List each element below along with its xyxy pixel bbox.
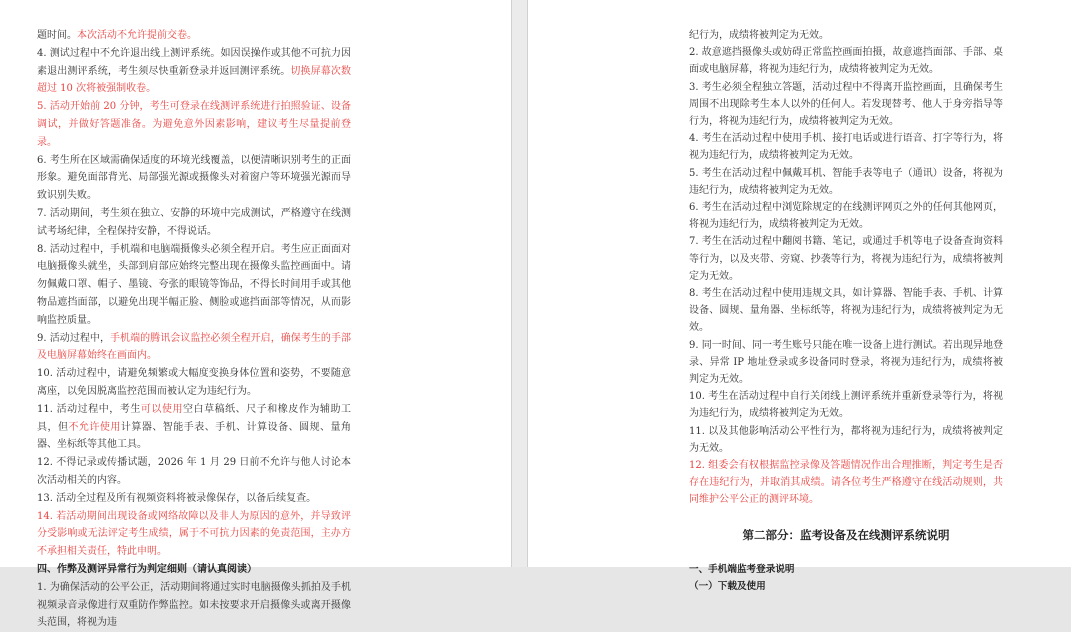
text-segment: 计算器、智能手表、手机、计算设备、圆规、量角器、坐标纸等其他工具。 (37, 421, 352, 451)
text-segment: 纪行为，成绩将被判定为无效。 (689, 30, 829, 41)
text-segment: 13. 活动全过程及所有视频资料将被录像保存，以备后续复查。 (37, 492, 317, 504)
paragraph (37, 508, 351, 561)
text-segment: 空白草稿纸、尺子和橡皮作为辅助工具，但 (37, 403, 352, 433)
section-heading: 四、作弊及测评异常行为判定细则（请认真阅读） (37, 563, 257, 575)
paragraph (689, 44, 1003, 78)
paragraph (37, 152, 351, 205)
paragraph (37, 490, 351, 508)
text-segment: 9. 活动过程中， (37, 332, 111, 344)
text-segment: 1. 为确保活动的公平公正，活动期间将通过实时电脑摄像头抓拍及手机视频录音录像进行双重防作弊监控。如未按要求开启摄像头或离开摄像头范围，将视为违 (37, 581, 351, 629)
right-page-paragraphs (689, 27, 1003, 509)
text-segment: 5. 考生在活动过程中佩戴耳机、智能手表等电子（通讯）设备，将视为违纪行为，成绩将被判定为无效。 (689, 167, 1003, 196)
left-page-body (37, 27, 351, 632)
paragraph (689, 233, 1003, 285)
section-title: 第二部分：监考设备及在线测评系统说明 (742, 527, 950, 542)
text-segment: 9. 同一时间、同一考生账号只能在唯一设备上进行测试。若出现异地登录、异常 IP 地址登录或多设备同时登录，将视为违纪行为，成绩将被判定为无效。 (689, 339, 1003, 386)
right-page-body (689, 27, 1003, 595)
text-segment: 6. 考生所在区域需确保适度的环境光线覆盖，以便清晰识别考生的正面形象。避免面部背光、局部强光源或摄像头对着窗户等环境强光源而导致识别失败。 (37, 154, 351, 202)
text-segment: 2. 故意遮挡摄像头或妨碍正常监控画面拍摄，故意遮挡面部、手部、桌面或电脑屏幕，将视为违纪行为，成绩将被判定为无效。 (689, 47, 1003, 76)
text-segment: 7. 考生在活动过程中翻阅书籍、笔记，或通过手机等电子设备查询资料等行为，以及夹带、旁窥、抄袭等行为，将视为违纪行为，成绩将被判定为无效。 (689, 236, 1003, 282)
highlighted-text: 手机端的腾讯会议监控必须全程开启，确保考生的手部及电脑屏幕始终在画面内。 (37, 332, 351, 362)
paragraph (37, 45, 351, 98)
text-segment: 10. 考生在活动过程中自行关闭线上测评系统并重新登录等行为，将视为违纪行为，成绩将被判定为无效。 (689, 391, 1003, 420)
text-segment: 3. 考生必须全程独立答题，活动过程中不得离开监控画面，且确保考生周围不出现除考生本人以外的任何人。若发现替考、他人于身旁指导等行为，将视为违纪行为，成绩将被判定为无效。 (689, 81, 1003, 128)
paragraph (37, 330, 351, 366)
subheading-phone-login: 一、手机端监考登录说明 (689, 563, 795, 575)
subheading-download-use: （一）下载及使用 (689, 580, 766, 592)
paragraph (37, 241, 351, 330)
highlighted-text: 不允许使用 (68, 421, 121, 433)
page-gap-divider (511, 0, 528, 567)
highlighted-text: 可以使用 (140, 403, 184, 415)
document-page-left (0, 0, 511, 629)
highlighted-text: 5. 活动开始前 20 分钟，考生可登录在线测评系统进行拍照验证、设备调试，并做好答题准备。为避免意外因素影响，建议考生尽量提前登录。 (37, 101, 351, 148)
paragraph (37, 401, 351, 454)
paragraph (689, 388, 1003, 422)
text-segment: 6. 考生在活动过程中浏览除规定的在线测评网页之外的任何其他网页，将视为违纪行为，成绩将被判定为无效。 (689, 202, 1003, 231)
text-segment: 4. 测试过程中不允许退出线上测评系统。如因误操作或其他不可抗力因素退出测评系统，考生须尽快重新登录并返回测评系统。 (37, 47, 351, 77)
paragraph (37, 579, 351, 632)
paragraph (689, 423, 1003, 457)
text-segment: 4. 考生在活动过程中使用手机、接打电话或进行语音、打字等行为，将视为违纪行为，成绩将被判定为无效。 (689, 133, 1003, 162)
text-segment: 11. 活动过程中，考生 (37, 403, 141, 415)
paragraph (689, 79, 1003, 131)
text-segment: 题时间。 (37, 30, 77, 41)
paragraph (689, 165, 1003, 199)
paragraph (37, 365, 351, 401)
text-segment: 12. 不得记录或传播试题，2026 年 1 月 29 日前不允许与他人讨论本次活动相关的内容。 (37, 457, 351, 486)
paragraph (689, 130, 1003, 164)
paragraph (37, 454, 351, 490)
paragraph (689, 337, 1003, 389)
highlighted-text: 本次活动不允许提前交卷。 (77, 30, 197, 41)
paragraph (689, 199, 1003, 233)
paragraph (37, 205, 351, 241)
highlighted-text: 12. 组委会有权根据监控录像及答题情况作出合理推断，判定考生是否存在违纪行为，并取消其成绩。请各位考生严格遵守在线活动规则，共同维护公平公正的测评环境。 (689, 460, 1003, 506)
highlighted-text: 切换屏幕次数超过 10 次将被强制收卷。 (37, 65, 352, 95)
paragraph (689, 457, 1003, 509)
paragraph (37, 27, 351, 45)
text-segment: 8. 活动过程中，手机端和电脑端摄像头必须全程开启。考生应正面面对电脑摄像头就坐，头部到肩部应始终完整出现在摄像头监控画面中。请勿佩戴口罩、帽子、墨镜、夸张的眼镜等饰品，不得长时间用手或其他物品遮挡面部，以避免出现半幅正脸、侧脸或遮挡面部等情况，从而影响监控质量。 (37, 243, 351, 326)
highlighted-text: 14. 若活动期间出现设备或网络故障以及非人为原因的意外，并导致评分受影响或无法评定考生成绩，属于不可抗力因素的免责范围，主办方不承担相关责任，特此申明。 (37, 510, 351, 558)
text-segment: 7. 活动期间，考生须在独立、安静的环境中完成测试，严格遵守在线测试考场纪律，全程保持安静，不得说话。 (37, 207, 351, 237)
text-segment: 11. 以及其他影响活动公平性行为，都将视为违纪行为，成绩将被判定为无效。 (689, 425, 1003, 454)
paragraph (689, 27, 1003, 44)
document-page-right (528, 0, 1071, 592)
paragraph (689, 285, 1003, 337)
paragraph (37, 98, 351, 151)
text-segment: 10. 活动过程中，请避免频繁或大幅度变换身体位置和姿势，不要随意离座，以免因脱离监控范围而被认定为违纪行为。 (37, 368, 351, 397)
paragraph (37, 561, 351, 579)
text-segment: 8. 考生在活动过程中使用违规文具，如计算器、智能手表、手机、计算设备、圆规、量角器、坐标纸等，将视为违纪行为，成绩将被判定为无效。 (689, 288, 1003, 334)
